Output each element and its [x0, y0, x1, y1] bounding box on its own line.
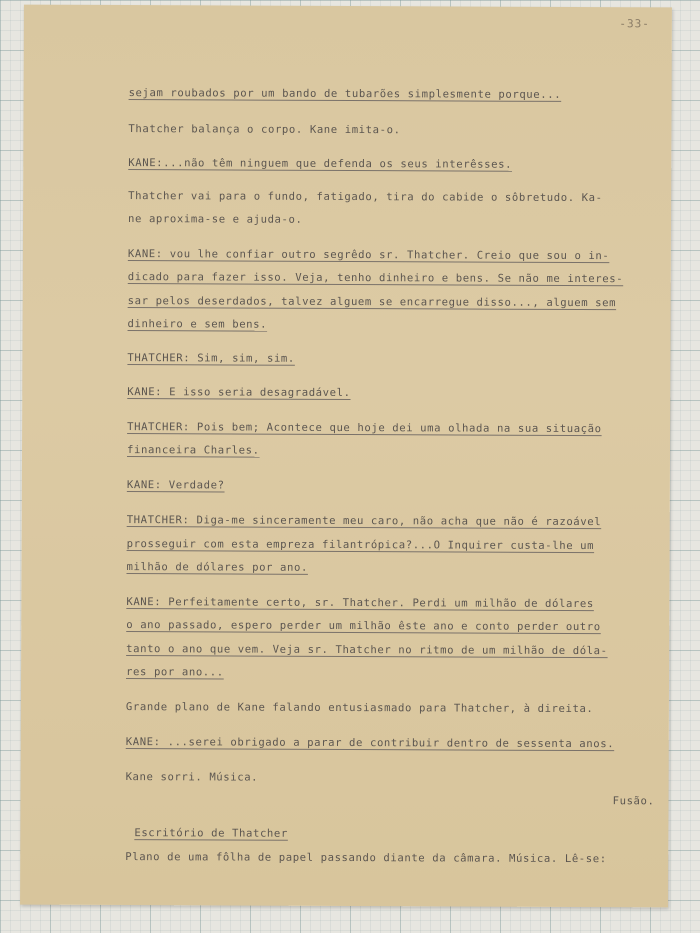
- text-line: res por ano...: [126, 666, 224, 679]
- text-line: Kane sorri. Música.: [125, 771, 259, 784]
- text-line: KANE: vou lhe confiar outro segrêdo sr. Thatcher. Creio que sou o in-: [127, 248, 610, 263]
- text-line: KANE: ...serei obrigado a parar de contribuir dentro de sessenta anos.: [125, 736, 615, 751]
- text-line: Plano de uma fôlha de papel passando diante da câmara. Música. Lê-se:: [125, 851, 607, 866]
- text-line: THATCHER: Pois bem; Acontece que hoje dei uma olhada na sua situação: [127, 421, 602, 436]
- scene-heading: Escritório de Thatcher: [134, 827, 288, 840]
- text-line: dinheiro e sem bens.: [127, 318, 268, 331]
- text-line: Thatcher vai para o fundo, fatigado, tira do cabide o sôbretudo. Ka-: [128, 190, 603, 205]
- text-line: KANE: Verdade?: [126, 479, 225, 492]
- text-line: Thatcher balança o corpo. Kane imita-o.: [128, 123, 401, 137]
- transition-label: Fusão.: [612, 795, 655, 808]
- text-line: milhão de dólares por ano.: [126, 561, 308, 574]
- text-line: KANE: E isso seria desagradável.: [127, 386, 351, 400]
- page-number: -33-: [619, 17, 650, 31]
- text-line: Grande plano de Kane falando entusiasmado para Thatcher, à direita.: [125, 701, 594, 716]
- text-line: KANE:...não têm ninguem que defenda os seus interêsses.: [128, 157, 513, 171]
- text-line: dicado para fazer isso. Veja, tenho dinheiro e bens. Se não me interes-: [127, 271, 624, 286]
- text-line: o ano passado, espero perder um milhão êste ano e conto perder outro: [126, 619, 601, 634]
- text-line: sar pelos deserdados, talvez alguem se encarregue disso..., alguem sem: [127, 295, 617, 310]
- text-line: sejam roubados por um bando de tubarões simplesmente porque...: [128, 87, 562, 101]
- text-line: KANE: Perfeitamente certo, sr. Thatcher. Perdi um milhão de dólares: [126, 596, 594, 611]
- text-line: THATCHER: Sim, sim, sim.: [127, 352, 295, 365]
- text-line: prosseguir com esta empreza filantrópica?...O Inquirer custa-lhe um: [126, 538, 595, 553]
- text-line: tanto o ano que vem. Veja sr. Thatcher no ritmo de um milhão de dóla-: [126, 643, 608, 658]
- text-line: financeira Charles.: [126, 444, 260, 457]
- typewritten-page: [20, 5, 672, 908]
- text-line: ne aproxima-se e ajuda-o.: [128, 213, 303, 226]
- text-line: THATCHER: Diga-me sinceramente meu caro, não acha que não é razoável: [126, 514, 602, 529]
